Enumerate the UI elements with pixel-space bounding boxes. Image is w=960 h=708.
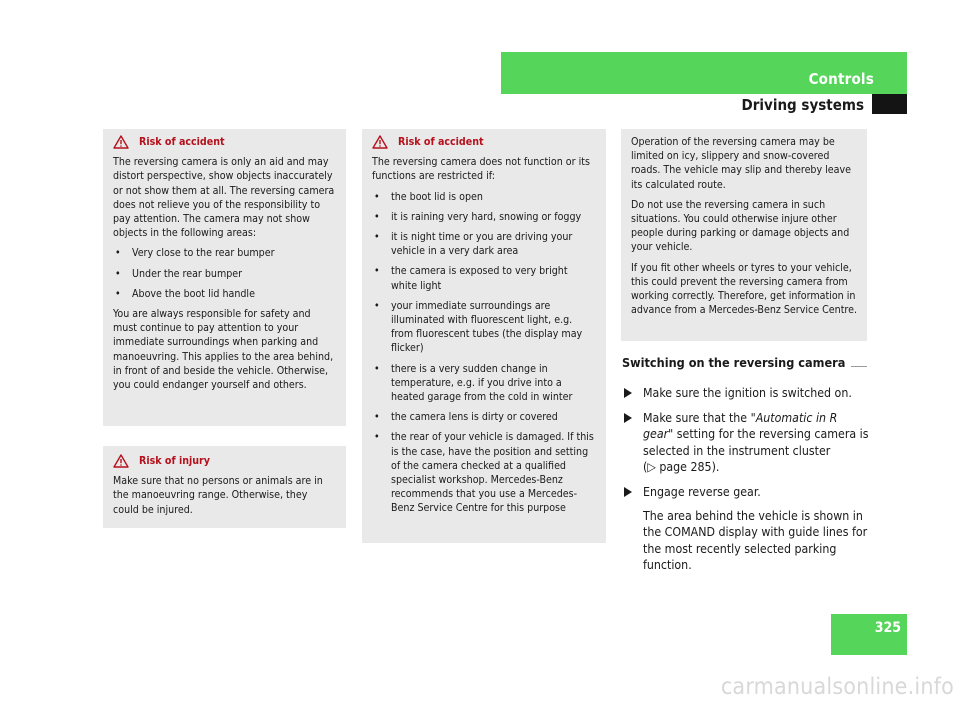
warning-box-accident-conditions	[362, 129, 606, 543]
section-title: Switching on the reversing camera	[622, 355, 846, 370]
list-item: • Very close to the rear bumper	[113, 246, 336, 260]
note-paragraph: If you fit other wheels or tyres to your vehicle, this could prevent the reversing camera from working correctly. Therefore, get information in advance from a Mercedes-Benz Service Centre.	[631, 261, 858, 317]
step-item	[622, 410, 870, 476]
list-item: • your immediate surroundings are illuminated with fluorescent light, e.g. from fluorescent tubes (the display may flicker)	[372, 299, 596, 356]
subsection-heading: Driving systems	[741, 96, 864, 114]
list-item: • the rear of your vehicle is damaged. If this is the case, have the position and setting of the camera checked at a qualified specialist workshop. Mercedes-Benz recommends that you use a Mercedes-Benz Service Centre for this purpose	[372, 430, 596, 515]
step-text: Make sure the ignition is switched on.	[643, 386, 852, 400]
list-item: • the boot lid is open	[372, 190, 596, 204]
step-arrow-icon	[624, 388, 632, 398]
warning-box-accident	[103, 129, 346, 426]
warning-triangle-icon	[113, 135, 129, 149]
section-rule	[851, 366, 867, 367]
warning-triangle-icon	[113, 454, 129, 468]
step-detail: The area behind the vehicle is shown in the COMAND display with guide lines for the most recently selected parking function.	[643, 508, 868, 573]
list-item: • the camera lens is dirty or covered	[372, 410, 596, 424]
warning-list	[113, 246, 336, 301]
page-reference-link[interactable]: (▷ page 285).	[643, 460, 720, 475]
warning-triangle-icon	[372, 135, 388, 149]
step-text: Make sure that the	[643, 410, 751, 425]
page-number: 325	[874, 620, 901, 636]
instruction-steps	[622, 377, 870, 574]
warning-title: Risk of accident	[398, 136, 484, 148]
step-item	[622, 484, 870, 574]
step-item	[622, 385, 870, 402]
warning-title: Risk of injury	[139, 455, 210, 467]
list-item: • it is raining very hard, snowing or foggy	[372, 210, 596, 224]
list-item: • it is night time or you are driving your vehicle in a very dark area	[372, 230, 596, 258]
warning-header	[372, 135, 596, 149]
section-heading: Controls	[808, 70, 874, 88]
list-item: • there is a very sudden change in temperature, e.g. if you drive into a heated garage from the cold in winter	[372, 362, 596, 405]
list-item: • Under the rear bumper	[113, 267, 336, 281]
note-box	[621, 129, 867, 341]
warning-outro: You are always responsible for safety and must continue to pay attention to your immediate surroundings when parking and manoeuvring. This applies to the area behind, in front of and beside the vehicle. Otherwise, you could endanger yourself and others.	[113, 308, 334, 392]
step-text: Engage reverse gear.	[643, 484, 761, 499]
warning-header	[113, 135, 336, 149]
list-item: • the camera is exposed to very bright white light	[372, 264, 596, 292]
warning-text: Make sure that no persons or animals are in the manoeuvring range. Otherwise, they could be injured.	[113, 475, 323, 516]
step-text: setting for the reversing camera is selected in the instrument cluster	[643, 427, 869, 458]
note-paragraph: Operation of the reversing camera may be limited on icy, slippery and snow-covered roads. The vehicle may slip and thereby leave its calculated route.	[631, 136, 852, 191]
step-arrow-icon	[624, 413, 632, 423]
warning-header	[113, 454, 336, 468]
warning-title: Risk of accident	[139, 136, 225, 148]
note-paragraph: Do not use the reversing camera in such situations. You could otherwise injure other people during parking or damage objects and your vehicle.	[631, 198, 850, 254]
step-arrow-icon	[624, 487, 632, 497]
warning-intro: The reversing camera is only an aid and may distort perspective, show objects inaccurately or not show them at all. The reversing camera does not relieve you of the responsibility to pay attention. The camera may not show objects in the following areas:	[113, 156, 335, 240]
watermark-text: carmanualsonline.info	[720, 674, 954, 700]
header-tab-marker	[872, 94, 907, 114]
setting-name: "Automatic in R gear"	[643, 410, 838, 442]
list-item: • Above the boot lid handle	[113, 287, 336, 301]
warning-intro: The reversing camera does not function or its functions are restricted if:	[372, 156, 590, 183]
warning-box-injury	[103, 446, 346, 528]
warning-list	[372, 190, 596, 516]
